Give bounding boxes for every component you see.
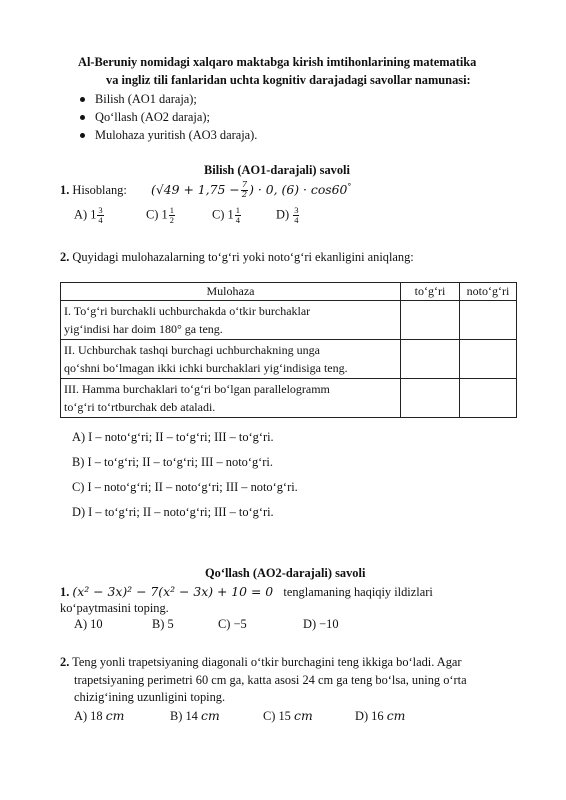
bullet-icon bbox=[80, 115, 85, 120]
true-cell[interactable] bbox=[401, 379, 460, 418]
table-row bbox=[61, 379, 517, 418]
true-cell[interactable] bbox=[401, 340, 460, 379]
table-header-row bbox=[61, 283, 517, 301]
statement-cell: III. Hamma burchaklari to‘g‘ri bo‘lgan parallelogramm to‘g‘ri to‘rtburchak deb ataladi. bbox=[61, 379, 401, 418]
header-line-2: va ingliz tili fanlaridan uchta kognitiv darajadagi savollar namunasi: bbox=[106, 73, 471, 87]
level-item-ao3: Mulohaza yuritish (AO3 daraja). bbox=[80, 128, 257, 143]
option-a[interactable]: A) 10 bbox=[74, 617, 103, 631]
option-d[interactable]: D) −10 bbox=[303, 617, 339, 631]
table-row bbox=[61, 340, 517, 379]
question-2-ao2: 2. Teng yonli trapetsiyaning diagonali o‘tkir burchagini teng ikkiga bo‘ladi. Agar bbox=[60, 655, 462, 669]
option-d[interactable]: D) $\frac{3}{4}$ bbox=[276, 205, 299, 225]
level-item-ao1: Bilish (AO1 daraja); bbox=[80, 92, 197, 107]
question-2-ao1: 2. Quyidagi mulohazalarning to‘g‘ri yoki noto‘g‘ri ekanligini aniqlang: bbox=[60, 250, 414, 264]
option-c[interactable]: C) I – noto‘g‘ri; II – noto‘g‘ri; III – noto‘g‘ri. bbox=[72, 480, 298, 494]
section-title-ao1: Bilish (AO1-darajali) savoli bbox=[204, 163, 350, 177]
header-line-1: Al-Beruniy nomidagi xalqaro maktabga kirish imtihonlarining matematika bbox=[78, 55, 477, 69]
level-item-ao2: Qo‘llash (AO2 daraja); bbox=[80, 110, 210, 125]
false-cell[interactable] bbox=[460, 379, 517, 418]
statement-cell: I. To‘g‘ri burchakli uchburchakda o‘tkir burchaklar yig‘indisi har doim 180° ga teng. bbox=[61, 301, 401, 340]
bullet-icon bbox=[80, 133, 85, 138]
statement-cell: II. Uchburchak tashqi burchagi uchburchakning unga qo‘shni bo‘lmagan ikki ichki burchaklari yig‘indisiga teng. bbox=[61, 340, 401, 379]
header-false: noto‘g‘ri bbox=[460, 283, 517, 301]
equation: (x² − 3x)² − 7(x² − 3x) + 10 = 0 bbox=[72, 584, 274, 599]
option-b[interactable]: B) I – to‘g‘ri; II – to‘g‘ri; III – noto‘g‘ri. bbox=[72, 455, 273, 469]
option-b[interactable]: B) 5 bbox=[152, 617, 174, 631]
question-1-ao2: 1. (x² − 3x)² − 7(x² − 3x) + 10 = 0 tenglamaning haqiqiy ildizlari bbox=[60, 584, 433, 599]
header-statement: Mulohaza bbox=[61, 283, 401, 301]
option-b[interactable]: C) 1 $\frac{1}{2}$ bbox=[146, 205, 174, 225]
option-d[interactable]: D) I – to‘g‘ri; II – noto‘g‘ri; III – to‘g‘ri. bbox=[72, 505, 274, 519]
section-title-ao2: Qo‘llash (AO2-darajali) savoli bbox=[205, 566, 366, 580]
table-row bbox=[61, 301, 517, 340]
option-b[interactable]: B) 14 cm bbox=[170, 708, 220, 723]
option-d[interactable]: D) 16 cm bbox=[355, 708, 406, 723]
false-cell[interactable] bbox=[460, 301, 517, 340]
true-cell[interactable] bbox=[401, 301, 460, 340]
option-c[interactable]: C) −5 bbox=[218, 617, 247, 631]
option-a[interactable]: A) 18 cm bbox=[74, 708, 125, 723]
option-c[interactable]: C) 15 cm bbox=[263, 708, 313, 723]
question-1-ao1 bbox=[60, 181, 351, 200]
bullet-icon bbox=[80, 97, 85, 102]
option-c[interactable]: C) 1 $\frac{1}{4}$ bbox=[212, 205, 240, 225]
question-2-ao2-line2: trapetsiyaning perimetri 60 cm ga, katta asosi 24 cm ga teng bo‘lsa, uning o‘rta bbox=[74, 673, 467, 687]
question-2-ao2-line3: chizig‘ining uzunligini toping. bbox=[74, 690, 226, 704]
statements-table bbox=[60, 282, 517, 418]
expression: (√49 + 1,75 − $\frac{7}{2}$ ) · 0, (6) · cos60° bbox=[151, 180, 352, 200]
option-a[interactable]: A) I – noto‘g‘ri; II – to‘g‘ri; III – to‘g‘ri. bbox=[72, 430, 274, 444]
option-a[interactable]: A) 1 $\frac{3}{4}$ bbox=[74, 205, 103, 225]
question-prompt: Hisoblang: bbox=[72, 183, 127, 197]
question-1-ao2-line2: ko‘paytmasini toping. bbox=[60, 601, 169, 615]
question-number: 1. bbox=[60, 183, 70, 197]
header-true: to‘g‘ri bbox=[401, 283, 460, 301]
false-cell[interactable] bbox=[460, 340, 517, 379]
